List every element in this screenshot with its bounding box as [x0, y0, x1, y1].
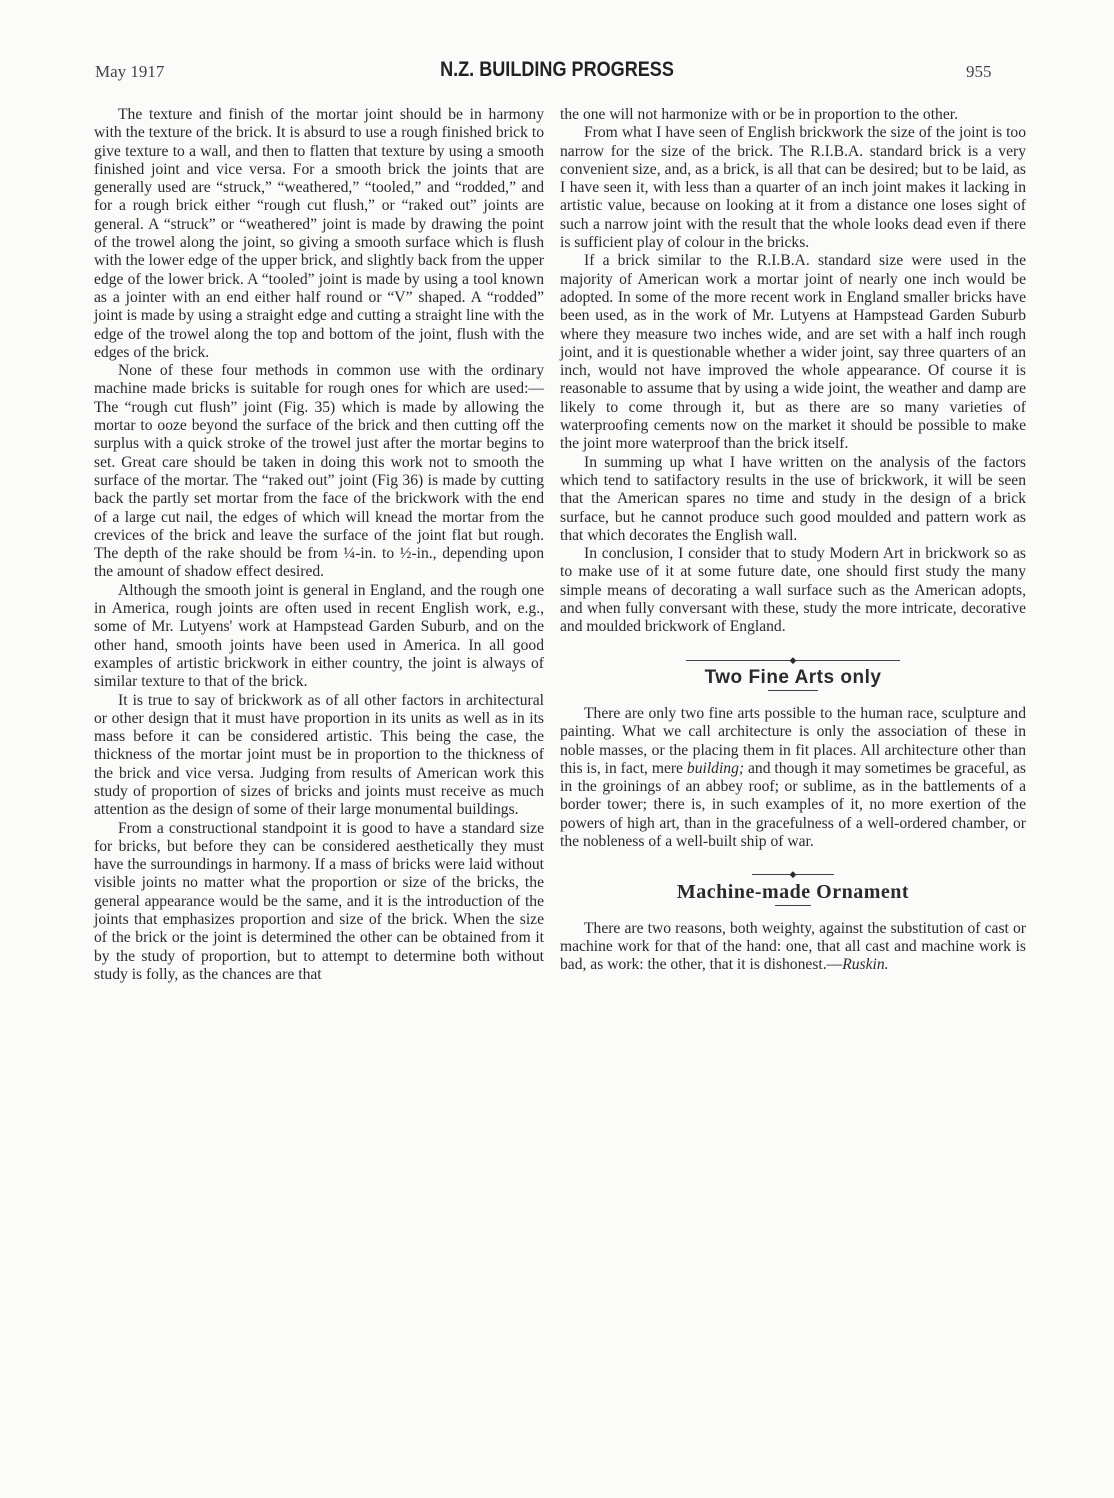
quote-paragraph: [560, 920, 1026, 975]
paragraph: Although the smooth joint is general in England, and the rough one in America, rough joints are often used in recent English work, e.g., some of Mr. Lutyens' work at Hampstead Garden Suburb, and on the other hand, smooth joints have been used in America. In all good examples of artistic brickwork in either country, the joint is always of similar texture to that of the brick.: [94, 581, 544, 691]
page-number: 955: [966, 62, 992, 81]
section-divider-ornament: ◆: [560, 865, 1026, 877]
emphasis-text: building;: [686, 759, 745, 777]
paragraph: If a brick similar to the R.I.B.A. standard size were used in the majority of American work a mortar joint of nearly one inch would be adopted. In some of the more recent work in England smaller bricks have been used, as in the work of Mr. Lutyens at Hampstead Garden Suburb where they measure two inches wide, and are set with a half inch rough joint, and it is questionable whether a wider joint, say three quarters of an inch, would not have improved the whole appearance. Of course it is reasonable to assume that by using a wide joint, the weather and damp are likely to come through it, but as there are so many varieties of waterproofing cements now on the market it should be possible to make the joint more waterproof than the brick itself.: [560, 252, 1026, 453]
section-heading-ornament: Machine-made Ornament: [676, 881, 910, 904]
paragraph: In conclusion, I consider that to study Modern Art in brickwork so as to make use of it at some future date, one should first study the many simple means of decorating a wall surface such as the American adopts, and when fully conversant with these, study the more intricate, decorative and moulded brickwork of England.: [560, 545, 1026, 636]
section-divider-ornament: ◆: [560, 651, 1026, 663]
ruskin-quote: [560, 920, 1026, 975]
paragraph: The texture and finish of the mortar joint should be in harmony with the texture of the brick. It is absurd to use a rough finished brick to give texture to a wall, and then to flatten that texture by using a smooth finished joint and vice versa. For a smooth brick the joints that are generally used are “struck,” “weathered,” “tooled,” and “rodded,” and for a rough brick either “rough cut flush,” or “raked out” joints are general. A “struck” or “weathered” joint is made by drawing the point of the trowel along the joint, so giving a smooth surface which is flush with the lower edge of the upper brick, and slightly back from the upper edge of the lower brick. A “tooled” joint is made by using a tool known as a jointer with an end either half round or “V” shaped. A “rodded” joint is made by using a straight edge and cutting a straight line with the edge of the trowel along the top and bottom of the joint, flush with the edges of the brick.: [94, 106, 544, 361]
paragraph: From a constructional standpoint it is good to have a standard size for bricks, but before they can be considered aesthetically they must have the surroundings in harmony. If a mass of bricks were laid without visible joints no matter what the proportion or size of the bricks, the general appearance would be the same, and it is the introduction of the joints that emphasizes proportion and size of the brick. When the size of the brick or the joint is determined the other can be obtained from it by the study of proportion, but to attempt to determine both without study is folly, as the chances are that: [94, 819, 544, 983]
text-run: There are two reasons, both weighty, against the substitution of cast or machine work for that of the hand: one, that all cast and machine work is bad, as work: the other, that it is dishonest.—: [560, 919, 1026, 974]
fine-arts-paragraph: [560, 705, 1026, 851]
heading-underline: [775, 905, 811, 906]
paragraph: In summing up what I have written on the analysis of the factors which tend to satifactory results in the use of brickwork, it will be seen that the American spares no time and study in the design of a brick surface, but he cannot produce such good moulded and pattern work as that which decorates the English wall.: [560, 453, 1026, 544]
page-header: [0, 58, 1114, 88]
paragraph: the one will not harmonize with or be in proportion to the other.: [560, 106, 958, 123]
left-column: [94, 106, 544, 984]
publication-title: N.Z. BUILDING PROGRESS: [440, 58, 674, 81]
text-run: and though it may sometimes be graceful, as in the groinings of an abbey roof; or sublime, as in the battlements of a border tower; there is, in such examples of it, no more exertion of the powers of high art, than in the gracefulness of a well-ordered chamber, or the nobleness of a well-built ship of war.: [560, 759, 1026, 850]
paragraph: None of these four methods in common use with the ordinary machine made bricks is suitable for rough ones for which are used:—The “rough cut flush” joint (Fig. 35) which is made by allowing the mortar to ooze beyond the surface of the brick and then cutting off the surplus with a quick stroke of the trowel just after the mortar begins to set. Great care should be taken in doing this work not to smooth the surface of the mortar. The “raked out” joint (Fig 36) is made by cutting back the partly set mortar from the face of the brickwork with the end of a large cut nail, the edges of which will knead the mortar from the crevices of the brick and leave the surface of the joint flat but rough. The depth of the rake should be from ¼-in. to ½-in., depending upon the amount of shadow effect desired.: [94, 362, 544, 581]
quote-author: Ruskin.: [842, 956, 889, 974]
text-run: There are only two fine arts possible to the human race, sculpture and painting. What we call architecture is only the association of these in noble masses, or the placing them in fit places. All architecture other than this is, in fact, mere: [560, 704, 1026, 777]
issue-date: May 1917: [95, 62, 165, 81]
paragraph: From what I have seen of English brickwork the size of the joint is too narrow for the size of the brick. The R.I.B.A. standard brick is a very convenient size, and, as a brick, is all that can be desired; but to be laid, as I have seen it, with less than a quarter of an inch joint makes it lacking in artistic value, because on looking at it from a distance one loses sight of such a narrow joint with the result that the whole looks dead even if there is sufficient play of colour in the bricks.: [560, 124, 1026, 252]
right-column: [560, 106, 1026, 974]
heading-underline: [768, 690, 818, 691]
section-heading-fine-arts: Two Fine Arts only: [704, 666, 882, 688]
paragraph: It is true to say of brickwork as of all other factors in architectural or other design that it must have proportion in its units as well as in its mass before it can be considered artistic. This being the case, the thickness of the mortar joint must be in proportion to the thickness of the brick and vice versa. Judging from results of American work this study of proportion of sizes of bricks and joints must receive as much attention as the design of some of their large monumental buildings.: [94, 691, 544, 819]
